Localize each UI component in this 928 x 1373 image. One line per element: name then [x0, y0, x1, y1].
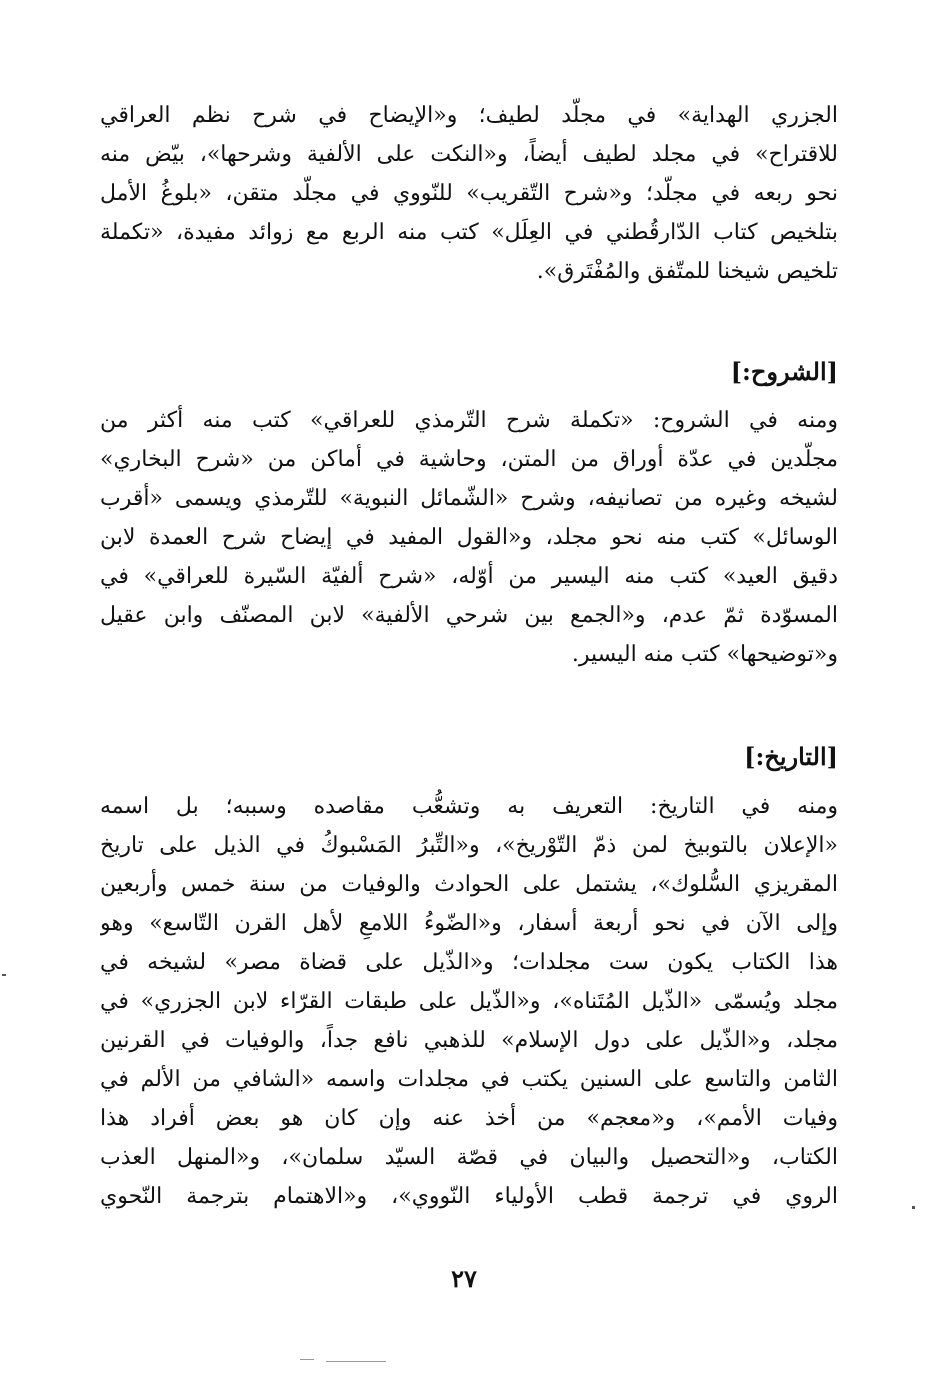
text-line: ومنه في التاريخ: التعريف به وتشعُّب مقاصده وسببه؛ بل اسمه: [100, 794, 838, 819]
text-line: الروي في ترجمة قطب الأولياء النّووي»، و«الاهتمام بترجمة النّحوي: [100, 1184, 838, 1209]
text-line: وإلى الآن في نحو أربعة أسفار، و«الضّوءُ اللامعِ لأهل القرن التّاسع» وهو: [100, 911, 838, 936]
text-line: مجلد، و«الذّيل على دول الإسلام» للذهبي نافع جداً، والوفيات في القرنين: [100, 1028, 838, 1053]
text-line: الجزري الهداية» في مجلّد لطيف؛ و«الإيضاح في شرح نظم العراقي: [100, 103, 838, 128]
text-line: وفيات الأمم»، و«معجم» من أخذ عنه وإن كان هو بعض أفراد هذا: [100, 1106, 838, 1131]
text-line: بتلخيص كتاب الدّارقُطني في العِلَل» كتب منه الربع مع زوائد مفيدة، «تكملة: [100, 220, 838, 245]
text-line: «الإعلان بالتوبيخ لمن ذمّ التّوْريخ»، و«التِّبرُ المَسْبوكُ في الذيل على تاريخ: [100, 833, 838, 858]
text-line: المقريزي السُّلوك»، يشتمل على الحوادث والوفيات من سنة خمس وأربعين: [100, 872, 838, 897]
text-line: هذا الكتاب يكون ست مجلدات؛ و«الذّيل على قضاة مصر» لشيخه في: [100, 950, 838, 975]
text-line: المسوّدة ثمّ عدم، و«الجمع بين شرحي الألفية» لابن المصنّف وابن عقيل: [100, 603, 838, 628]
text-line: تلخيص شيخنا للمتّفق والمُفْتَرق».: [536, 259, 838, 284]
text-line: مجلّدين في عدّة أوراق من المتن، وحاشية في أماكن من «شرح البخاري»: [100, 447, 838, 472]
text-line: دقيق العيد» كتب منه اليسير من أوّله، «شرح ألفيّة السّيرة للعراقي» في: [100, 564, 838, 589]
scan-artifact: [2, 974, 6, 976]
page-number: ٢٧: [451, 1264, 477, 1293]
text-line: الثامن والتاسع على السنين يكتب في مجلدات واسمه «الشافي من الألم في: [100, 1067, 838, 1092]
tarikh-paragraph: [100, 787, 838, 1216]
scan-artifact: [912, 1206, 915, 1209]
text-line: مجلد ويُسمّى «الذّيل المُتَناه»، و«الذّيل على طبقات القرّاء لابن الجزري» في: [100, 989, 838, 1014]
shuruh-paragraph: [100, 401, 838, 674]
text-line: و«توضيحها» كتب منه اليسير.: [571, 642, 838, 667]
text-line: الكتاب، و«التحصيل والبيان في قصّة السيّد سلمان»، و«المنهل العذب: [100, 1145, 838, 1170]
text-line: ومنه في الشروح: «تكملة شرح التّرمذي للعراقي» كتب منه أكثر من: [100, 408, 838, 433]
text-line: للاقتراح» في مجلد لطيف أيضاً، و«النكت على الألفية وشرحها»، بيّض منه: [100, 142, 838, 167]
section-heading-tarikh: [التاريخ:]: [744, 742, 838, 771]
scan-artifact: [300, 1359, 314, 1360]
text-line: لشيخه وغيره من تصانيفه، وشرح «الشّمائل النبوية» للتّرمذي ويسمى «أقرب: [100, 486, 838, 511]
scan-artifact: [326, 1361, 386, 1362]
section-heading-shuruh: [الشروح:]: [730, 357, 838, 386]
text-line: نحو ربعه في مجلّد؛ و«شرح التّقريب» للنّووي في مجلّد متقن، «بلوغُ الأمل: [100, 181, 838, 206]
text-line: الوسائل» كتب منه نحو مجلد، و«القول المفيد في إيضاح شرح العمدة لابن: [100, 525, 838, 550]
continuation-paragraph: [100, 96, 838, 291]
